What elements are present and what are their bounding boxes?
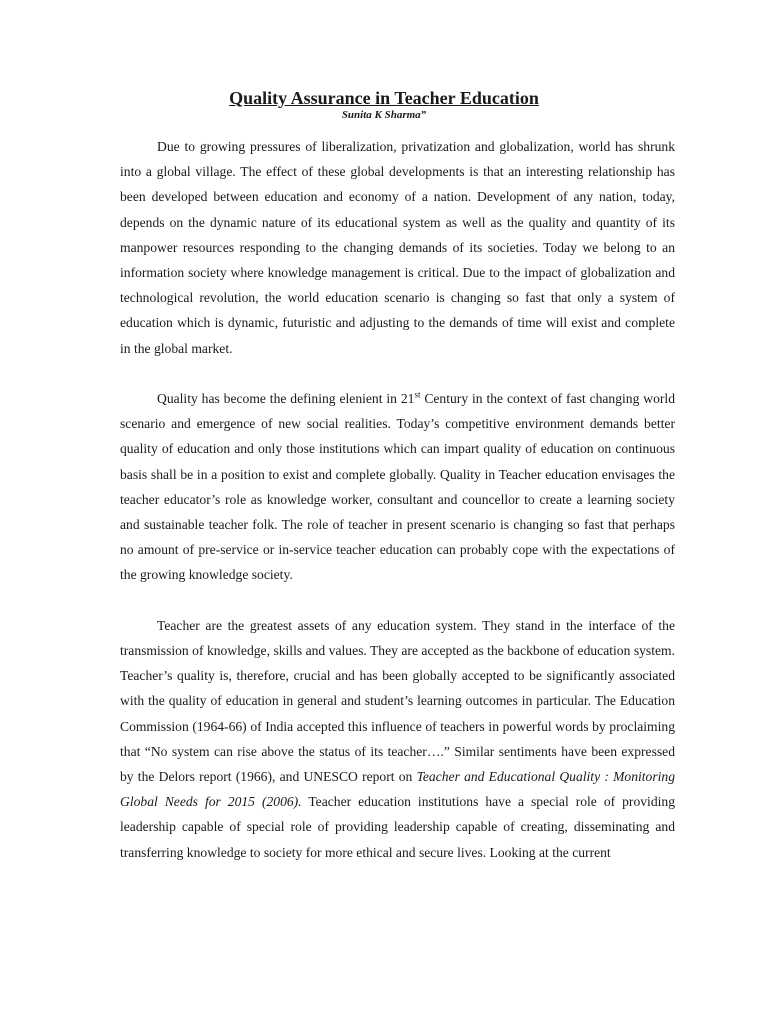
- document-body: [120, 134, 675, 865]
- report-title-italic: Teacher and Educational Quality : Monitoring Global Needs for 2015 (2006).: [120, 769, 676, 810]
- paragraph-3-text-b: Teacher education institutions have a special role of providing leadership capable of special role of providing leadership capable of creating, disseminating and transferring knowledge to society for more ethical and secure lives. Looking at the current: [120, 794, 675, 860]
- paragraph-2: [120, 386, 675, 588]
- document-title: Quality Assurance in Teacher Education: [229, 88, 539, 108]
- author-name: Sunita K Sharma”: [341, 109, 427, 121]
- paragraph-3-text-a: Teacher are the greatest assets of any education system. They stand in the interface of the transmission of knowledge, skills and values. They are accepted as the backbone of education system. Teacher’s quality is, therefore, crucial and has been globally accepted to be significantly associated with the quality of education in general and student’s learning outcomes in particular. The Education Commission (1964-66) of India accepted this influence of teachers in powerful words by proclaiming that “No system can rise above the status of its teacher….” Similar sentiments have been expressed by the Delors report (1966), and UNESCO report on: [120, 617, 675, 785]
- paragraph-1: Due to growing pressures of liberalization, privatization and globalization, world has shrunk into a global village. The effect of these global developments is that an interesting relationship has been developed between education and economy of a nation. Development of any nation, today, depends on the dynamic nature of its educational system as well as the quality and quantity of its manpower resources responding to the changing demands of its societies. Today we belong to an information society where knowledge management is critical. Due to the impact of globalization and technological revolution, the world education scenario is changing so fast that only a system of education which is dynamic, futuristic and adjusting to the demands of time will exist and complete in the global market.: [120, 139, 675, 356]
- paragraph-2-text-b: Century in the context of fast changing world scenario and emergence of new social realities. Today’s competitive environment demands better quality of education and only those institutions which can impart quality of education on continuous basis shall be in a position to exist and complete globally. Quality in Teacher education envisages the teacher educator’s role as knowledge worker, consultant and councellor to create a learning society and sustainable teacher folk. The role of teacher in present scenario is changing so fast that perhaps no amount of pre-service or in-service teacher education can probably cope with the expectations of the growing knowledge society.: [120, 391, 675, 583]
- paragraph-2-text-a: Quality has become the defining elenient in 21: [157, 391, 415, 407]
- paragraph-3: [120, 613, 675, 865]
- ordinal-superscript: st: [414, 389, 421, 400]
